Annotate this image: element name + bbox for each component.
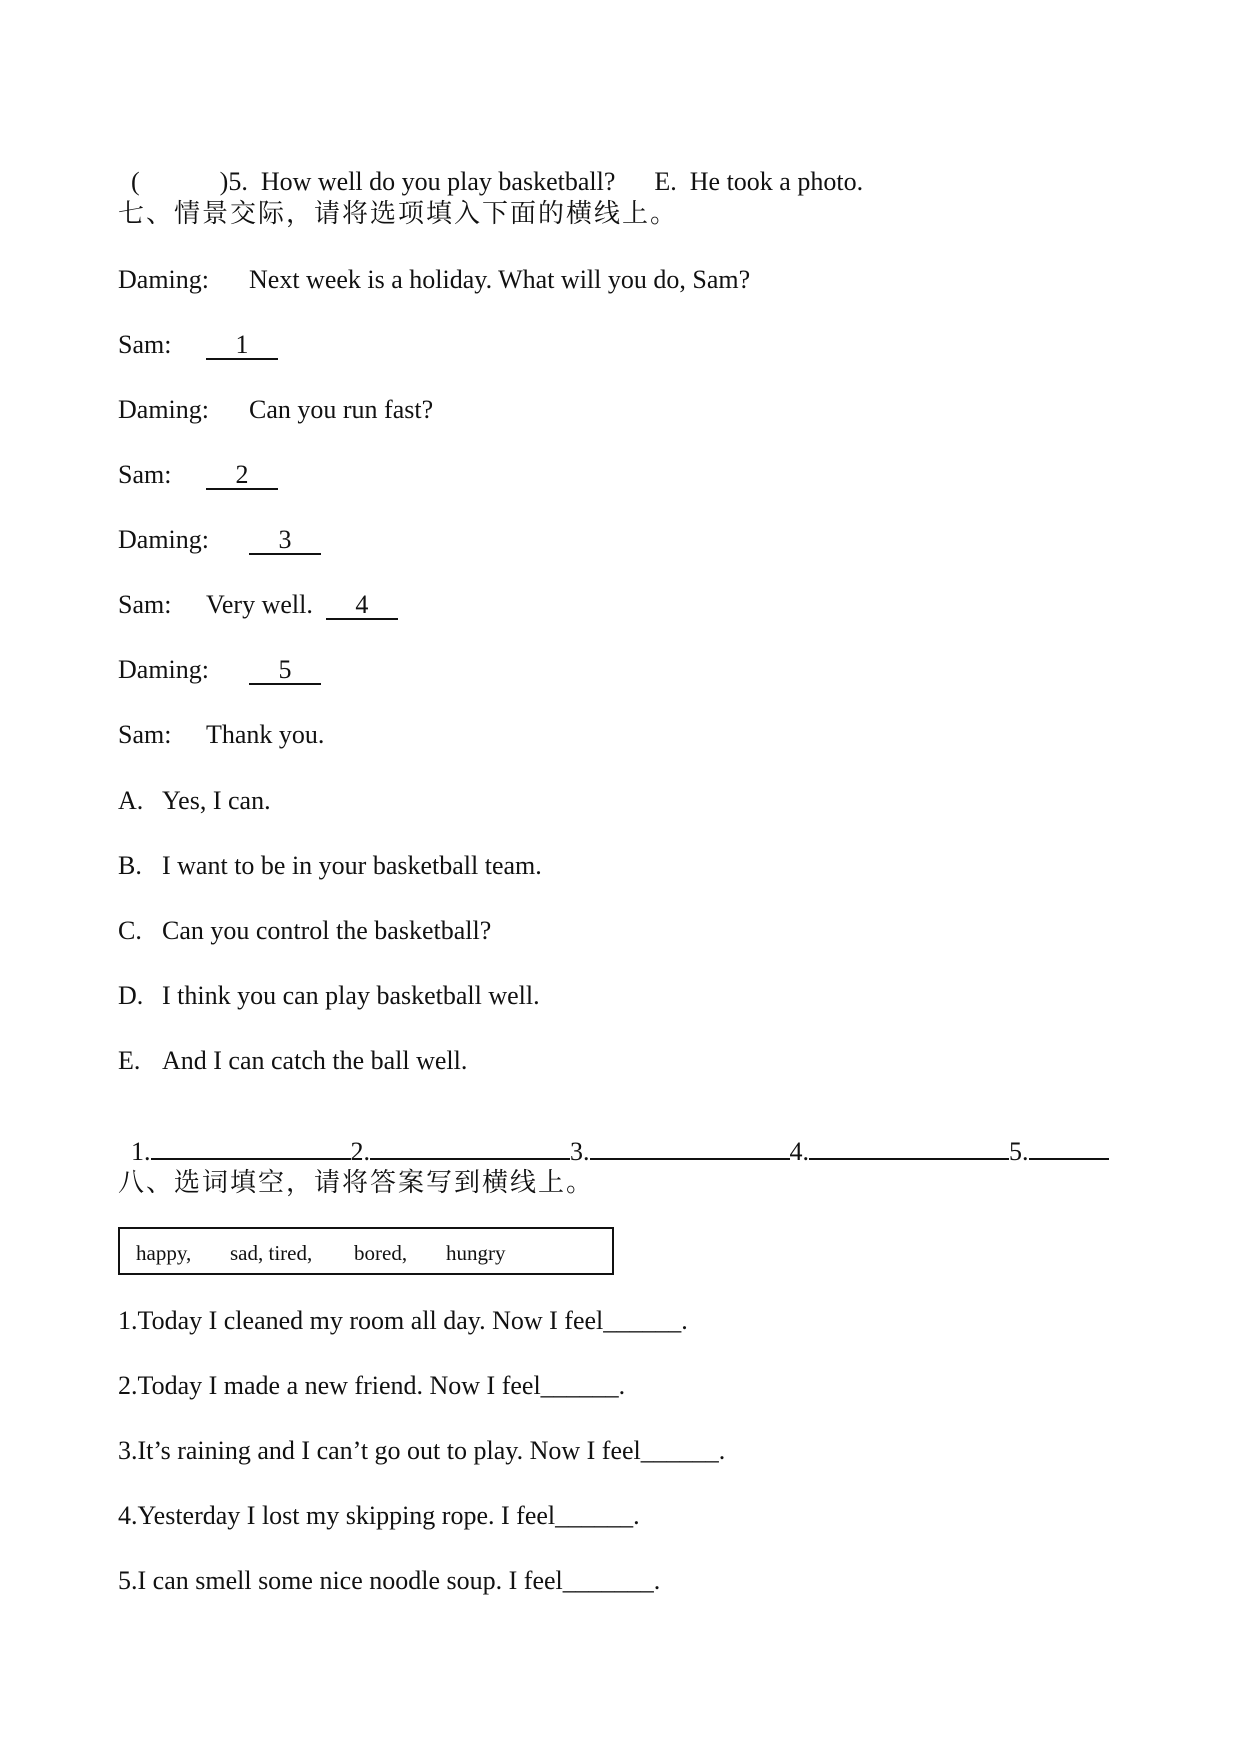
section-8-title: 八、选词填空，请将答案写到横线上。	[118, 1168, 595, 1198]
dialogue-text: Next week is a holiday. What will you do, Sam?	[249, 265, 751, 294]
option-text: Can you control the basketball?	[162, 916, 492, 945]
speaker: Sam:	[118, 590, 172, 619]
option-text: And I can catch the ball well.	[162, 1046, 468, 1075]
fill-item: 4.Yesterday I lost my skipping rope. I feel______.	[118, 1501, 640, 1530]
answer-line	[118, 1104, 1109, 1167]
word-4: hungry	[446, 1241, 506, 1265]
speaker: Daming:	[118, 525, 209, 554]
fill-item: 1.Today I cleaned my room all day. Now I feel______.	[118, 1306, 688, 1335]
dialogue-blank[interactable]: 1	[206, 332, 278, 360]
option-letter: E.	[654, 167, 677, 196]
option-text: I think you can play basketball well.	[162, 981, 540, 1010]
dialogue-blank[interactable]: 4	[326, 592, 398, 620]
option-letter: A.	[118, 786, 144, 815]
dialogue-line	[118, 330, 278, 360]
answer-label-3: 3.	[570, 1137, 590, 1166]
option-item	[118, 981, 540, 1011]
option-letter: E.	[118, 1046, 141, 1075]
dialogue-blank[interactable]: 2	[206, 462, 278, 490]
option-text: Yes, I can.	[162, 786, 271, 815]
fill-item: 3.It’s raining and I can’t go out to play. Now I feel______.	[118, 1436, 726, 1465]
dialogue-line	[118, 460, 278, 490]
word-1: happy,	[136, 1241, 192, 1265]
dialogue-text: Thank you.	[206, 720, 325, 749]
dialogue-line	[118, 655, 321, 685]
question-5	[118, 137, 863, 197]
option-letter: D.	[118, 981, 144, 1010]
speaker: Sam:	[118, 720, 172, 749]
option-letter: C.	[118, 916, 142, 945]
dialogue-blank[interactable]: 3	[249, 527, 321, 555]
answer-label-5: 5.	[1009, 1137, 1029, 1166]
dialogue-line	[118, 525, 321, 555]
dialogue-blank[interactable]: 5	[249, 657, 321, 685]
speaker: Sam:	[118, 460, 172, 489]
answer-blank-5[interactable]	[1029, 1134, 1109, 1160]
option-item	[118, 786, 271, 816]
paren-open: (	[131, 167, 140, 196]
fill-item: 2.Today I made a new friend. Now I feel______.	[118, 1371, 626, 1400]
option-item	[118, 916, 491, 946]
answer-label-4: 4.	[789, 1137, 809, 1166]
speaker: Sam:	[118, 330, 172, 359]
dialogue-text: Can you run fast?	[249, 395, 434, 424]
answer-label-1: 1.	[131, 1137, 151, 1166]
question-number: )5.	[219, 167, 248, 196]
speaker: Daming:	[118, 395, 209, 424]
answer-blank-4[interactable]	[809, 1134, 1009, 1160]
dialogue-line	[118, 590, 398, 620]
dialogue-line	[118, 265, 750, 295]
option-item	[118, 1046, 467, 1076]
word-box	[118, 1227, 614, 1275]
option-letter: B.	[118, 851, 142, 880]
answer-blank-2[interactable]	[370, 1134, 570, 1160]
option-text: He took a photo.	[689, 167, 864, 196]
section-7-title: 七、情景交际，请将选项填入下面的横线上。	[118, 199, 679, 229]
option-item	[118, 851, 542, 881]
dialogue-line	[118, 395, 433, 425]
answer-blank-1[interactable]	[151, 1134, 351, 1160]
dialogue-line	[118, 720, 324, 750]
question-text: How well do you play basketball?	[260, 167, 616, 196]
option-text: I want to be in your basketball team.	[162, 851, 542, 880]
word-2: sad, tired,	[230, 1241, 313, 1265]
fill-item: 5.I can smell some nice noodle soup. I feel_______.	[118, 1566, 661, 1595]
word-3: bored,	[354, 1241, 408, 1265]
speaker: Daming:	[118, 265, 209, 294]
answer-blank-3[interactable]	[590, 1134, 790, 1160]
dialogue-text: Very well.	[206, 590, 313, 619]
answer-label-2: 2.	[350, 1137, 370, 1166]
speaker: Daming:	[118, 655, 209, 684]
